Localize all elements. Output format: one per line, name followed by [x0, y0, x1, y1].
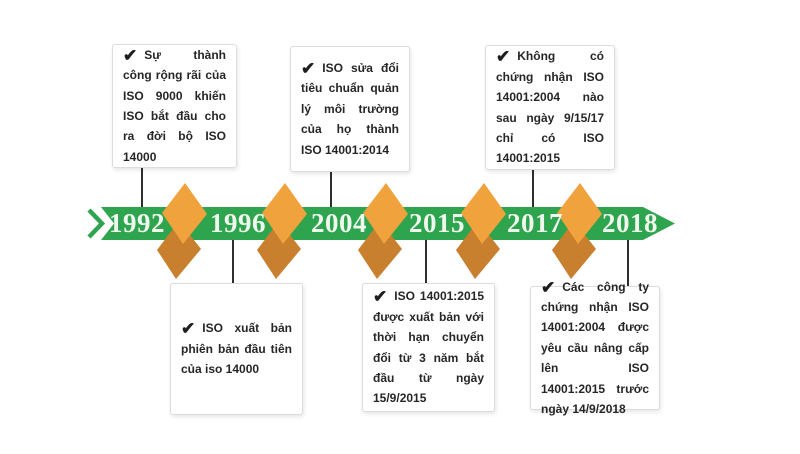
check-icon: ✔	[496, 47, 511, 67]
year-label-2004: 2004	[311, 208, 367, 238]
event-card-text: ✔ Các công ty chứng nhận ISO 14001:2004 được yêu cầu nâng cấp lên ISO 14001:2015 trước ngày 14/9/2018	[541, 277, 649, 416]
event-card-text: ✔ ISO 14001:2015 được xuất bản với thời hạn chuyển đổi từ 3 năm bắt đầu từ ngày 15/9/2015	[373, 287, 484, 406]
event-card-2004	[290, 46, 410, 172]
year-label-2017: 2017	[507, 208, 563, 238]
year-label-1992: 1992	[109, 208, 165, 238]
event-card-text: ✔ ISO sửa đổi tiêu chuẩn quản lý môi trường của họ thành ISO 14001:2014	[301, 59, 399, 157]
connector-2015	[425, 240, 427, 284]
event-card-2018	[530, 277, 660, 416]
event-card-text: ✔ Không có chứng nhận ISO 14001:2004 nào sau ngày 9/15/17 chỉ có ISO 14001:2015	[496, 47, 604, 166]
check-icon: ✔	[541, 277, 556, 297]
check-icon: ✔	[123, 45, 138, 65]
connector-1996	[232, 240, 234, 284]
event-card-text: ✔ Sự thành công rộng rãi của ISO 9000 khiến ISO bắt đầu cho ra đời bộ ISO 14000	[123, 45, 226, 164]
year-label-2015: 2015	[409, 208, 465, 238]
event-card-text: ✔ ISO xuất bản phiên bản đầu tiên của iso 14000	[181, 319, 292, 377]
event-card-2017	[485, 45, 615, 170]
event-card-2015	[362, 283, 495, 412]
event-card-1992	[112, 44, 237, 168]
check-icon: ✔	[181, 319, 196, 339]
event-card-1996	[170, 283, 303, 415]
year-label-2018: 2018	[602, 208, 658, 238]
year-label-1996: 1996	[210, 208, 266, 238]
check-icon: ✔	[301, 59, 316, 79]
check-icon: ✔	[373, 287, 388, 307]
